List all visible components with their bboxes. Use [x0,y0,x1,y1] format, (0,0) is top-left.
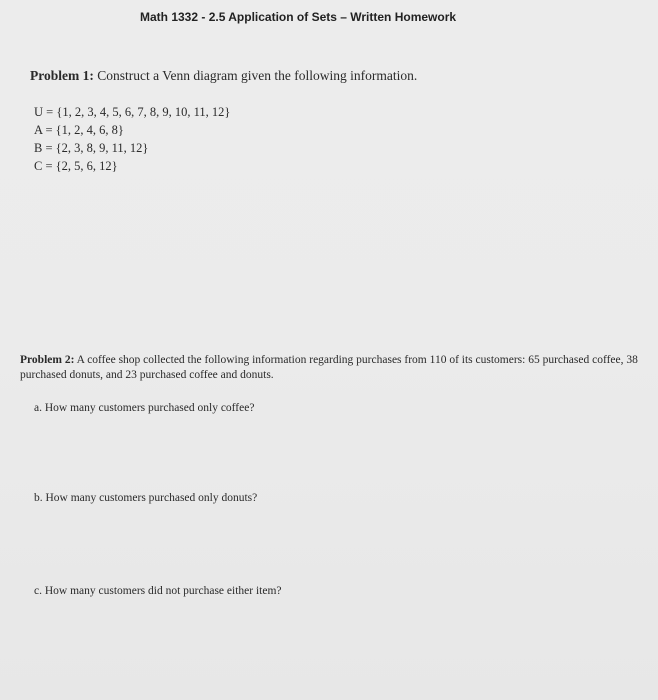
page-header: Math 1332 - 2.5 Application of Sets – Written Homework [140,10,457,24]
problem-1-label: Problem 1: [30,68,94,83]
problem-2-statement [20,353,645,383]
set-definitions [34,103,230,175]
set-c: C = {2, 5, 6, 12} [34,159,118,173]
set-a: A = {1, 2, 4, 6, 8} [34,123,124,137]
set-b: B = {2, 3, 8, 9, 11, 12} [34,141,149,155]
question-b: b. How many customers purchased only donuts? [34,492,258,504]
question-c: c. How many customers did not purchase either item? [34,585,282,597]
problem-1-statement [30,68,417,84]
problem-2-text: A coffee shop collected the following information regarding purchases from 110 of its customers: 65 purchased coffee, 38 purchased donuts, and 23 purchased coffee and donuts. [20,354,638,381]
set-u: U = {1, 2, 3, 4, 5, 6, 7, 8, 9, 10, 11, 12} [34,105,231,119]
problem-2-label: Problem 2: [20,354,75,366]
problem-1-text: Construct a Venn diagram given the following information. [93,68,418,83]
question-a: a. How many customers purchased only coffee? [34,402,255,414]
